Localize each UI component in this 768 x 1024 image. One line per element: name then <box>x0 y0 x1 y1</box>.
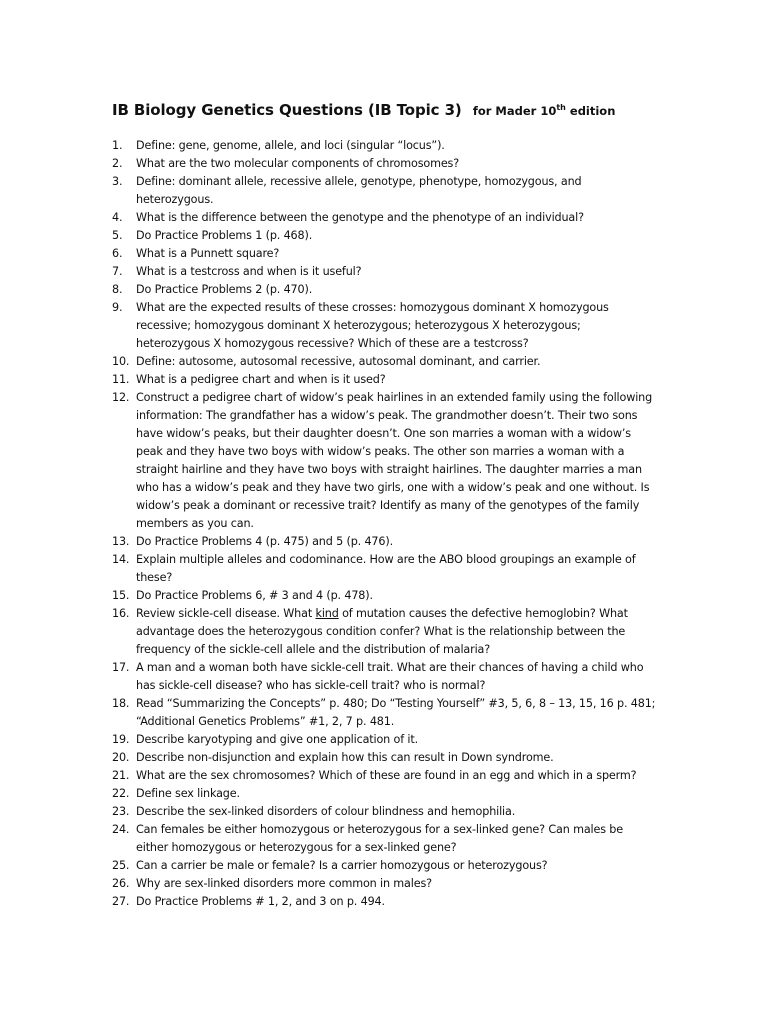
question-text: Define sex linkage. <box>136 787 240 800</box>
question-text: Describe karyotyping and give one application of it. <box>136 733 418 746</box>
question-text: Explain multiple alleles and codominance. How are the ABO blood groupings an example of these? <box>136 553 636 584</box>
question-item <box>112 695 657 731</box>
question-number: 18. <box>112 697 130 710</box>
title-edition <box>473 104 616 118</box>
question-number: 2. <box>112 157 123 170</box>
question-item <box>112 137 657 155</box>
question-number: 7. <box>112 265 123 278</box>
question-number: 8. <box>112 283 123 296</box>
question-number: 15. <box>112 589 130 602</box>
question-item <box>112 299 657 353</box>
question-item <box>112 227 657 245</box>
question-number: 5. <box>112 229 123 242</box>
question-text: Describe the sex-linked disorders of colour blindness and hemophilia. <box>136 805 516 818</box>
question-text: Read “Summarizing the Concepts” p. 480; Do “Testing Yourself” #3, 5, 6, 8 – 13, 15, 16 p. 481; “Additional Genetics Problems” #1, 2, 7 p. 481. <box>136 697 656 728</box>
question-item <box>112 551 657 587</box>
question-item <box>112 749 657 767</box>
question-number: 1. <box>112 139 123 152</box>
question-number: 27. <box>112 895 130 908</box>
question-number: 23. <box>112 805 130 818</box>
question-number: 20. <box>112 751 130 764</box>
question-item <box>112 605 657 659</box>
question-text: Do Practice Problems 4 (p. 475) and 5 (p. 476). <box>136 535 393 548</box>
question-item <box>112 281 657 299</box>
question-text: Define: autosome, autosomal recessive, autosomal dominant, and carrier. <box>136 355 541 368</box>
question-text-after: of mutation causes the defective hemoglobin? What advantage does the heterozygous condition confer? What is the relationship between the frequency of the sickle-cell allele and the distribution of malaria? <box>136 607 628 656</box>
question-item <box>112 263 657 281</box>
question-text: What is a Punnett square? <box>136 247 280 260</box>
question-text: Do Practice Problems # 1, 2, and 3 on p. 494. <box>136 895 385 908</box>
question-number: 24. <box>112 823 130 836</box>
question-number: 19. <box>112 733 130 746</box>
question-item <box>112 173 657 209</box>
question-item <box>112 731 657 749</box>
question-number: 14. <box>112 553 130 566</box>
question-item <box>112 875 657 893</box>
question-item <box>112 893 657 911</box>
question-text: Construct a pedigree chart of widow’s peak hairlines in an extended family using the following information: The grandfather has a widow’s peak. The grandmother doesn’t. Their two sons have widow’s peaks, but their daughter doesn’t. One son marries a woman with a widow’s peak and they have two boys with widow’s peaks. The other son marries a woman with a straight hairline and they have two boys with straight hairlines. The daughter marries a man who has a widow’s peak and they have two girls, one with a widow’s peak and one without. Is widow’s peak a dominant or recessive trait? Identify as many of the genotypes of the family members as you can. <box>136 391 653 530</box>
question-text: Describe non-disjunction and explain how this can result in Down syndrome. <box>136 751 554 764</box>
underlined-word: kind <box>315 607 339 620</box>
question-number: 26. <box>112 877 130 890</box>
question-text: Define: gene, genome, allele, and loci (singular “locus”). <box>136 139 445 152</box>
question-number: 17. <box>112 661 130 674</box>
question-number: 11. <box>112 373 130 386</box>
question-item <box>112 533 657 551</box>
question-item <box>112 767 657 785</box>
question-number: 22. <box>112 787 130 800</box>
question-text: Can females be either homozygous or heterozygous for a sex-linked gene? Can males be either homozygous or heterozygous for a sex-linked gene? <box>136 823 623 854</box>
question-text: Do Practice Problems 1 (p. 468). <box>136 229 313 242</box>
question-text: Define: dominant allele, recessive allele, genotype, phenotype, homozygous, and heterozygous. <box>136 175 582 206</box>
page-title <box>112 94 732 121</box>
question-number: 12. <box>112 391 130 404</box>
question-number: 6. <box>112 247 123 260</box>
question-text: Why are sex-linked disorders more common in males? <box>136 877 432 890</box>
question-text: What is a testcross and when is it useful? <box>136 265 362 278</box>
question-item <box>112 353 657 371</box>
question-item <box>112 389 657 533</box>
question-item <box>112 785 657 803</box>
question-text-before: Review sickle-cell disease. What <box>136 607 316 620</box>
question-text: What are the two molecular components of chromosomes? <box>136 157 460 170</box>
question-item <box>112 209 657 227</box>
question-item <box>112 857 657 875</box>
title-edition-superscript: th <box>556 103 566 113</box>
question-text: What are the expected results of these crosses: homozygous dominant X homozygous recessive; homozygous dominant X heterozygous; heterozygous X heterozygous; heterozygous X homozygous recessive? Which of these are a testcross? <box>136 301 609 350</box>
title-edition-suffix: edition <box>569 104 616 118</box>
question-item <box>112 821 657 857</box>
question-text: What is a pedigree chart and when is it used? <box>136 373 386 386</box>
question-number: 3. <box>112 175 123 188</box>
question-number: 4. <box>112 211 123 224</box>
question-item <box>112 155 657 173</box>
question-item <box>112 659 657 695</box>
question-item <box>112 245 657 263</box>
question-item <box>112 587 657 605</box>
question-text: What is the difference between the genotype and the phenotype of an individual? <box>136 211 584 224</box>
question-text: Do Practice Problems 2 (p. 470). <box>136 283 313 296</box>
question-number: 13. <box>112 535 130 548</box>
question-text: Do Practice Problems 6, # 3 and 4 (p. 478). <box>136 589 373 602</box>
question-item <box>112 803 657 821</box>
question-text: A man and a woman both have sickle-cell trait. What are their chances of having a child who has sickle-cell disease? who has sickle-cell trait? who is normal? <box>136 661 644 692</box>
question-list <box>112 137 657 911</box>
question-number: 10. <box>112 355 130 368</box>
question-text <box>136 605 657 659</box>
question-text: Can a carrier be male or female? Is a carrier homozygous or heterozygous? <box>136 859 548 872</box>
question-number: 16. <box>112 607 130 620</box>
question-number: 9. <box>112 301 123 314</box>
question-number: 21. <box>112 769 130 782</box>
question-item <box>112 371 657 389</box>
question-text: What are the sex chromosomes? Which of these are found in an egg and which in a sperm? <box>136 769 637 782</box>
question-number: 25. <box>112 859 130 872</box>
title-edition-text: for Mader 10 <box>472 104 557 118</box>
title-main: IB Biology Genetics Questions (IB Topic 3) <box>112 101 462 119</box>
